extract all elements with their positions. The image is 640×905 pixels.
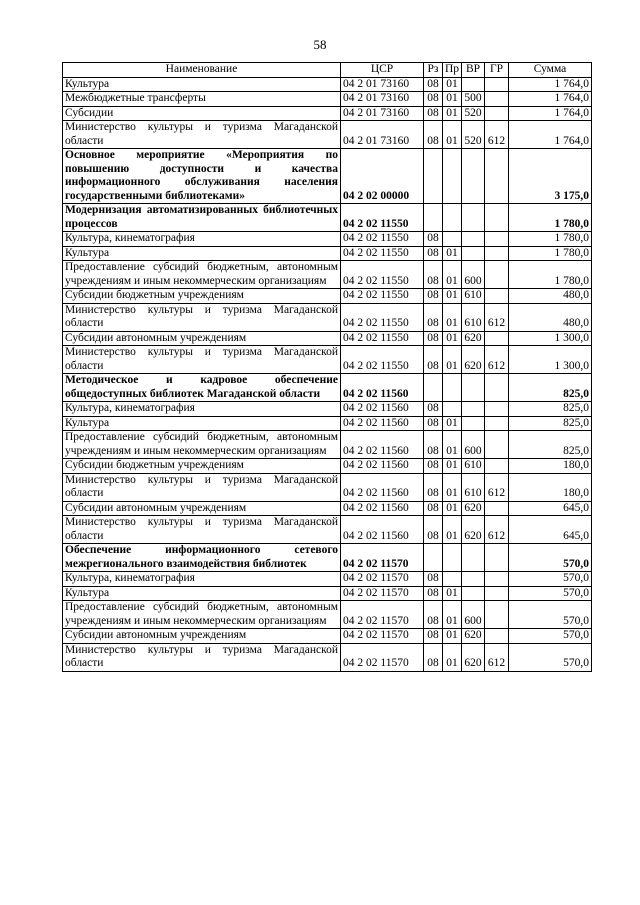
cell-gr	[485, 149, 509, 204]
cell-gr: 612	[485, 121, 509, 149]
cell-name: Субсидии автономным учреждениям	[63, 629, 341, 644]
cell-rz: 08	[424, 629, 443, 644]
table-row	[63, 204, 592, 232]
cell-csr: 04 2 02 11570	[341, 586, 424, 601]
cell-csr: 04 2 02 11550	[341, 261, 424, 289]
cell-csr: 04 2 02 11570	[341, 544, 424, 572]
table-row	[63, 629, 592, 644]
cell-pr: 01	[443, 643, 462, 671]
cell-name: Субсидии бюджетным учреждениям	[63, 289, 341, 304]
cell-csr: 04 2 02 00000	[341, 149, 424, 204]
cell-vr	[462, 416, 485, 431]
cell-name: Культура	[63, 77, 341, 92]
cell-sum: 825,0	[509, 374, 592, 402]
cell-csr: 04 2 01 73160	[341, 121, 424, 149]
cell-name: Министерство культуры и туризма Магаданской области	[63, 473, 341, 501]
cell-pr: 01	[443, 77, 462, 92]
cell-csr: 04 2 02 11570	[341, 601, 424, 629]
cell-gr	[485, 92, 509, 107]
cell-csr: 04 2 02 11570	[341, 629, 424, 644]
table-row	[63, 643, 592, 671]
cell-name: Предоставление субсидий бюджетным, автономным учреждениям и иным некоммерческим организациям	[63, 431, 341, 459]
cell-csr: 04 2 01 73160	[341, 92, 424, 107]
cell-gr	[485, 106, 509, 121]
cell-gr	[485, 289, 509, 304]
cell-pr: 01	[443, 629, 462, 644]
cell-csr: 04 2 02 11550	[341, 331, 424, 346]
cell-sum: 1 780,0	[509, 232, 592, 247]
cell-csr: 04 2 02 11570	[341, 643, 424, 671]
cell-gr	[485, 261, 509, 289]
cell-sum: 1 764,0	[509, 121, 592, 149]
cell-vr: 620	[462, 346, 485, 374]
cell-gr	[485, 544, 509, 572]
cell-vr: 620	[462, 643, 485, 671]
cell-rz: 08	[424, 501, 443, 516]
cell-gr	[485, 331, 509, 346]
cell-pr: 01	[443, 106, 462, 121]
cell-gr: 612	[485, 473, 509, 501]
cell-sum: 180,0	[509, 473, 592, 501]
table-row	[63, 149, 592, 204]
cell-sum: 570,0	[509, 586, 592, 601]
cell-name: Методическое и кадровое обеспечение общедоступных библиотек Магаданской области	[63, 374, 341, 402]
cell-rz: 08	[424, 601, 443, 629]
cell-vr: 620	[462, 501, 485, 516]
cell-vr: 620	[462, 629, 485, 644]
cell-csr: 04 2 02 11560	[341, 501, 424, 516]
cell-vr: 600	[462, 431, 485, 459]
cell-rz: 08	[424, 346, 443, 374]
cell-rz: 08	[424, 402, 443, 417]
cell-sum: 645,0	[509, 516, 592, 544]
cell-csr: 04 2 02 11560	[341, 416, 424, 431]
cell-gr	[485, 601, 509, 629]
cell-pr	[443, 402, 462, 417]
cell-name: Культура	[63, 416, 341, 431]
cell-gr	[485, 586, 509, 601]
cell-pr	[443, 149, 462, 204]
table-row	[63, 232, 592, 247]
cell-rz: 08	[424, 516, 443, 544]
cell-rz	[424, 149, 443, 204]
cell-name: Предоставление субсидий бюджетным, автономным учреждениям и иным некоммерческим организациям	[63, 601, 341, 629]
cell-sum: 1 780,0	[509, 261, 592, 289]
cell-gr	[485, 416, 509, 431]
cell-gr	[485, 501, 509, 516]
cell-name: Субсидии	[63, 106, 341, 121]
cell-name: Культура, кинематография	[63, 232, 341, 247]
cell-vr	[462, 586, 485, 601]
table-row	[63, 416, 592, 431]
cell-sum: 570,0	[509, 544, 592, 572]
table-row	[63, 431, 592, 459]
cell-rz	[424, 374, 443, 402]
table-row	[63, 289, 592, 304]
cell-sum: 1 764,0	[509, 106, 592, 121]
cell-vr: 500	[462, 92, 485, 107]
cell-rz: 08	[424, 459, 443, 474]
header-csr: ЦСР	[341, 63, 424, 78]
cell-pr: 01	[443, 92, 462, 107]
table-header-row	[63, 63, 592, 78]
cell-vr: 620	[462, 516, 485, 544]
cell-vr	[462, 572, 485, 587]
table-row	[63, 77, 592, 92]
cell-gr	[485, 232, 509, 247]
cell-rz: 08	[424, 246, 443, 261]
cell-pr	[443, 204, 462, 232]
cell-sum: 1 764,0	[509, 92, 592, 107]
table-row	[63, 303, 592, 331]
cell-vr: 610	[462, 289, 485, 304]
cell-name: Министерство культуры и туризма Магаданской области	[63, 643, 341, 671]
cell-rz: 08	[424, 289, 443, 304]
cell-name: Субсидии бюджетным учреждениям	[63, 459, 341, 474]
cell-pr	[443, 572, 462, 587]
cell-csr: 04 2 02 11550	[341, 204, 424, 232]
cell-vr	[462, 204, 485, 232]
cell-sum: 1 780,0	[509, 204, 592, 232]
cell-vr	[462, 544, 485, 572]
table-row	[63, 459, 592, 474]
cell-sum: 1 780,0	[509, 246, 592, 261]
cell-name: Министерство культуры и туризма Магаданской области	[63, 121, 341, 149]
cell-name: Культура	[63, 246, 341, 261]
cell-sum: 570,0	[509, 629, 592, 644]
cell-csr: 04 2 02 11560	[341, 473, 424, 501]
cell-rz	[424, 204, 443, 232]
cell-pr: 01	[443, 246, 462, 261]
cell-sum: 1 300,0	[509, 346, 592, 374]
cell-rz: 08	[424, 416, 443, 431]
cell-name: Субсидии автономным учреждениям	[63, 331, 341, 346]
cell-csr: 04 2 02 11560	[341, 516, 424, 544]
header-sum: Сумма	[509, 63, 592, 78]
cell-name: Министерство культуры и туризма Магаданской области	[63, 346, 341, 374]
cell-sum: 825,0	[509, 416, 592, 431]
cell-gr	[485, 77, 509, 92]
table-row	[63, 402, 592, 417]
cell-name: Субсидии автономным учреждениям	[63, 501, 341, 516]
table-body	[63, 77, 592, 671]
cell-sum: 480,0	[509, 303, 592, 331]
cell-sum: 645,0	[509, 501, 592, 516]
table-row	[63, 346, 592, 374]
cell-gr: 612	[485, 516, 509, 544]
table-row	[63, 331, 592, 346]
cell-rz: 08	[424, 92, 443, 107]
header-gr: ГР	[485, 63, 509, 78]
cell-sum: 825,0	[509, 431, 592, 459]
cell-sum: 570,0	[509, 601, 592, 629]
cell-gr: 612	[485, 346, 509, 374]
cell-pr: 01	[443, 459, 462, 474]
cell-gr	[485, 204, 509, 232]
cell-rz: 08	[424, 331, 443, 346]
table-row	[63, 92, 592, 107]
cell-gr	[485, 374, 509, 402]
cell-csr: 04 2 02 11550	[341, 303, 424, 331]
table-row	[63, 261, 592, 289]
cell-csr: 04 2 02 11560	[341, 459, 424, 474]
cell-gr	[485, 431, 509, 459]
cell-pr: 01	[443, 501, 462, 516]
cell-pr: 01	[443, 303, 462, 331]
cell-rz: 08	[424, 77, 443, 92]
cell-sum: 1 300,0	[509, 331, 592, 346]
cell-vr: 520	[462, 106, 485, 121]
cell-rz	[424, 544, 443, 572]
table-row	[63, 601, 592, 629]
cell-vr: 610	[462, 473, 485, 501]
cell-name: Культура, кинематография	[63, 572, 341, 587]
cell-pr: 01	[443, 431, 462, 459]
header-rz: Рз	[424, 63, 443, 78]
cell-sum: 180,0	[509, 459, 592, 474]
cell-pr: 01	[443, 516, 462, 544]
cell-vr	[462, 232, 485, 247]
cell-rz: 08	[424, 643, 443, 671]
cell-sum: 3 175,0	[509, 149, 592, 204]
cell-pr	[443, 374, 462, 402]
cell-pr	[443, 232, 462, 247]
cell-rz: 08	[424, 572, 443, 587]
cell-gr	[485, 629, 509, 644]
cell-csr: 04 2 02 11560	[341, 402, 424, 417]
header-vr: ВР	[462, 63, 485, 78]
cell-sum: 480,0	[509, 289, 592, 304]
cell-csr: 04 2 02 11550	[341, 346, 424, 374]
cell-vr: 520	[462, 121, 485, 149]
cell-rz: 08	[424, 303, 443, 331]
cell-gr	[485, 246, 509, 261]
cell-pr: 01	[443, 331, 462, 346]
table-row	[63, 246, 592, 261]
cell-name: Обеспечение информационного сетевого межрегионального взаимодействия библиотек	[63, 544, 341, 572]
cell-csr: 04 2 02 11570	[341, 572, 424, 587]
cell-sum: 570,0	[509, 643, 592, 671]
cell-gr	[485, 459, 509, 474]
cell-sum: 570,0	[509, 572, 592, 587]
cell-vr: 610	[462, 303, 485, 331]
budget-table	[62, 62, 592, 672]
cell-vr	[462, 374, 485, 402]
table-row	[63, 374, 592, 402]
cell-vr	[462, 402, 485, 417]
cell-vr	[462, 149, 485, 204]
cell-csr: 04 2 02 11550	[341, 289, 424, 304]
cell-name: Министерство культуры и туризма Магаданской области	[63, 516, 341, 544]
cell-vr: 600	[462, 601, 485, 629]
table-row	[63, 106, 592, 121]
cell-csr: 04 2 02 11560	[341, 374, 424, 402]
cell-name: Министерство культуры и туризма Магаданской области	[63, 303, 341, 331]
page-number: 58	[313, 37, 327, 52]
cell-pr: 01	[443, 346, 462, 374]
cell-sum: 825,0	[509, 402, 592, 417]
table-row	[63, 516, 592, 544]
table-row	[63, 473, 592, 501]
cell-vr: 600	[462, 261, 485, 289]
cell-name: Предоставление субсидий бюджетным, автономным учреждениям и иным некоммерческим организациям	[63, 261, 341, 289]
cell-vr	[462, 77, 485, 92]
table-row	[63, 586, 592, 601]
cell-pr: 01	[443, 121, 462, 149]
table-row	[63, 544, 592, 572]
cell-pr: 01	[443, 586, 462, 601]
cell-vr	[462, 246, 485, 261]
cell-name: Культура, кинематография	[63, 402, 341, 417]
cell-csr: 04 2 02 11560	[341, 431, 424, 459]
cell-rz: 08	[424, 232, 443, 247]
cell-vr: 620	[462, 331, 485, 346]
cell-rz: 08	[424, 121, 443, 149]
table-row	[63, 121, 592, 149]
cell-rz: 08	[424, 473, 443, 501]
cell-rz: 08	[424, 431, 443, 459]
cell-csr: 04 2 01 73160	[341, 77, 424, 92]
cell-rz: 08	[424, 261, 443, 289]
cell-gr	[485, 402, 509, 417]
header-name: Наименование	[63, 63, 341, 78]
cell-name: Основное мероприятие «Мероприятия по повышению доступности и качества информационного обслуживания населения государственными библиотеками»	[63, 149, 341, 204]
table-row	[63, 501, 592, 516]
cell-pr: 01	[443, 289, 462, 304]
cell-gr: 612	[485, 303, 509, 331]
cell-csr: 04 2 02 11550	[341, 232, 424, 247]
cell-name: Культура	[63, 586, 341, 601]
cell-pr: 01	[443, 416, 462, 431]
table-row	[63, 572, 592, 587]
cell-pr: 01	[443, 473, 462, 501]
cell-gr: 612	[485, 643, 509, 671]
header-pr: Пр	[443, 63, 462, 78]
cell-csr: 04 2 01 73160	[341, 106, 424, 121]
cell-rz: 08	[424, 586, 443, 601]
cell-pr: 01	[443, 601, 462, 629]
cell-gr	[485, 572, 509, 587]
cell-pr	[443, 544, 462, 572]
cell-name: Межбюджетные трансферты	[63, 92, 341, 107]
cell-vr: 610	[462, 459, 485, 474]
cell-sum: 1 764,0	[509, 77, 592, 92]
cell-csr: 04 2 02 11550	[341, 246, 424, 261]
cell-pr: 01	[443, 261, 462, 289]
cell-rz: 08	[424, 106, 443, 121]
cell-name: Модернизация автоматизированных библиотечных процессов	[63, 204, 341, 232]
